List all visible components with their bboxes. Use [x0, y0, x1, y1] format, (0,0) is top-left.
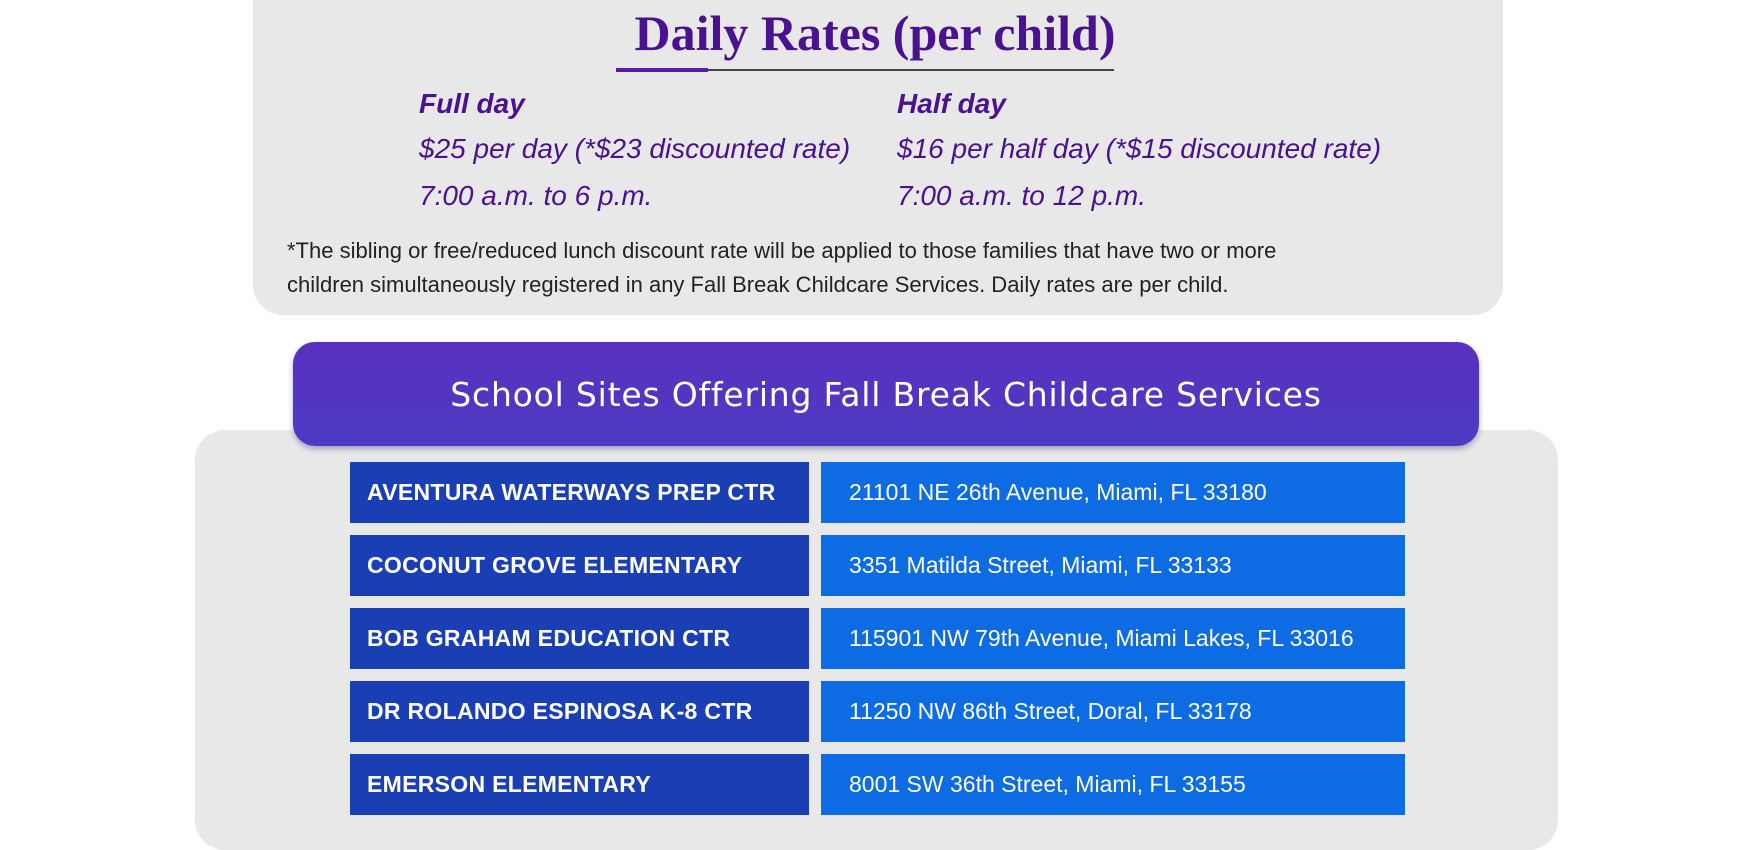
half-day-rate: [897, 86, 1381, 225]
site-row: [350, 462, 1405, 523]
discount-note-line-2: children simultaneously registered in any Fall Break Childcare Services. Daily rates are per child.: [287, 272, 1229, 297]
site-address: 21101 NE 26th Avenue, Miami, FL 33180: [821, 462, 1405, 523]
half-day-heading: Half day: [897, 88, 1006, 119]
site-row: [350, 608, 1405, 669]
site-name: BOB GRAHAM EDUCATION CTR: [350, 608, 809, 669]
full-day-heading: Full day: [419, 88, 525, 119]
site-row: [350, 681, 1405, 742]
sites-header-banner: [293, 342, 1479, 446]
site-address: 3351 Matilda Street, Miami, FL 33133: [821, 535, 1405, 596]
half-day-hours: 7:00 a.m. to 12 p.m.: [897, 180, 1147, 211]
full-day-rate: [419, 86, 850, 225]
full-day-price: $25 per day (*$23 discounted rate): [419, 133, 851, 164]
sites-table: [350, 462, 1405, 827]
site-address: 115901 NW 79th Avenue, Miami Lakes, FL 33016: [821, 608, 1405, 669]
half-day-price: $16 per half day (*$15 discounted rate): [897, 133, 1382, 164]
site-row: [350, 754, 1405, 815]
site-name: COCONUT GROVE ELEMENTARY: [350, 535, 809, 596]
discount-note-line-1: *The sibling or free/reduced lunch discount rate will be applied to those families that have two or more: [287, 238, 1277, 263]
title-underline-accent: [616, 68, 708, 72]
site-name: DR ROLANDO ESPINOSA K-8 CTR: [350, 681, 809, 742]
sites-title: School Sites Offering Fall Break Childcare Services: [450, 374, 1322, 414]
site-name: AVENTURA WATERWAYS PREP CTR: [350, 462, 809, 523]
site-address: 11250 NW 86th Street, Doral, FL 33178: [821, 681, 1405, 742]
full-day-hours: 7:00 a.m. to 6 p.m.: [419, 180, 653, 211]
daily-rates-title: Daily Rates (per child): [634, 5, 1116, 61]
site-row: [350, 535, 1405, 596]
site-address: 8001 SW 36th Street, Miami, FL 33155: [821, 754, 1405, 815]
discount-note: [287, 234, 1467, 302]
site-name: EMERSON ELEMENTARY: [350, 754, 809, 815]
